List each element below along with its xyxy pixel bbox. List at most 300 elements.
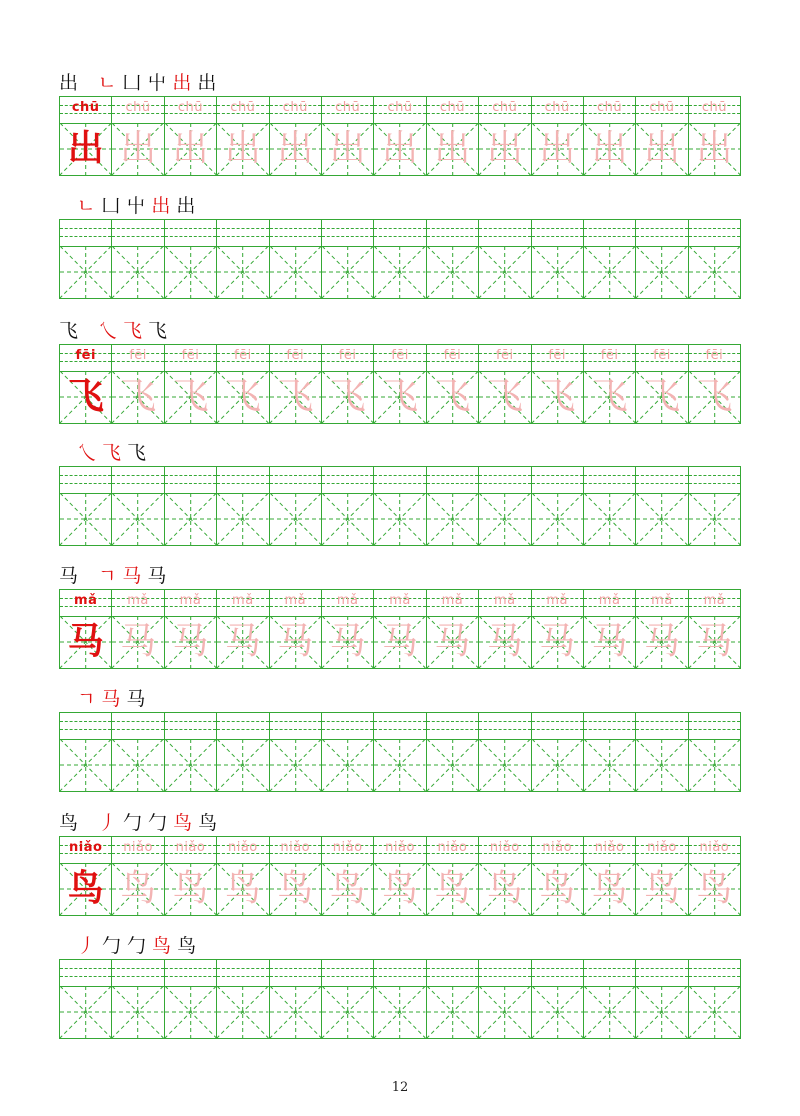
hanzi-trace: 马: [643, 621, 680, 662]
character-label: 马: [59, 565, 79, 587]
stroke-step: 乀: [77, 442, 97, 464]
pinyin-band: [584, 220, 635, 247]
pinyin-band: [479, 960, 530, 987]
guide-cross: [165, 246, 216, 298]
hanzi-trace: 出: [224, 128, 261, 169]
pinyin-trace: chū: [387, 100, 413, 115]
stroke-step: 出: [197, 72, 217, 94]
hanzi-trace: 马: [434, 621, 471, 662]
writing-cell[interactable]: [269, 467, 321, 545]
writing-cell[interactable]: [583, 960, 635, 1038]
guide-cross: [217, 986, 268, 1038]
stroke-step: 勹: [123, 812, 143, 834]
guide-cross: [112, 493, 163, 545]
practice-grid: [59, 219, 741, 299]
stroke-step: 勹: [127, 935, 147, 957]
writing-cell[interactable]: [269, 713, 321, 791]
pinyin-band: [217, 960, 268, 987]
writing-cell[interactable]: [164, 467, 216, 545]
pinyin-band: [165, 713, 216, 740]
practice-grid: [59, 712, 741, 792]
pinyin-trace: fēi: [129, 348, 147, 363]
guide-cross: [60, 493, 111, 545]
writing-cell[interactable]: [321, 713, 373, 791]
trace-cell: [111, 590, 163, 668]
trace-cell: [111, 837, 163, 915]
stroke-step: 飞: [123, 320, 143, 342]
pinyin-trace: fēi: [286, 348, 305, 363]
hanzi-trace: 鸟: [172, 868, 209, 909]
pinyin-trace: fēi: [181, 348, 200, 363]
pinyin-band: [427, 960, 478, 987]
hanzi-trace: 鸟: [329, 868, 366, 909]
writing-cell[interactable]: [688, 713, 740, 791]
stroke-step: 凵: [122, 72, 142, 94]
guide-cross: [479, 986, 530, 1038]
pinyin-trace: niǎo: [332, 840, 363, 855]
hanzi-model: 鸟: [67, 868, 104, 909]
guide-cross: [322, 493, 373, 545]
writing-cell[interactable]: [426, 713, 478, 791]
pinyin-band: [60, 713, 111, 740]
trace-cell: [216, 345, 268, 423]
hanzi-trace: 飞: [539, 376, 576, 417]
pinyin-band: [322, 960, 373, 987]
pinyin-band: [374, 713, 425, 740]
trace-cell: [426, 345, 478, 423]
stroke-step: 丿: [77, 935, 97, 957]
practice-grid: [59, 959, 741, 1039]
stroke-step: 出: [176, 195, 196, 217]
pinyin-trace: niǎo: [489, 840, 520, 855]
guide-cross: [165, 739, 216, 791]
hanzi-trace: 出: [539, 128, 576, 169]
pinyin-trace: mǎ: [441, 593, 464, 608]
trace-cell: [635, 345, 687, 423]
hanzi-trace: 马: [486, 621, 523, 662]
pinyin-band: [636, 220, 687, 247]
stroke-step: 马: [126, 688, 146, 710]
guide-cross: [689, 493, 740, 545]
pinyin-band: [217, 467, 268, 494]
stroke-step: 凵: [101, 195, 121, 217]
trace-cell: [111, 97, 163, 175]
hanzi-trace: 马: [382, 621, 419, 662]
hanzi-trace: 出: [329, 128, 366, 169]
writing-cell[interactable]: [164, 713, 216, 791]
pinyin-trace: niǎo: [385, 840, 415, 855]
stroke-order-row: [77, 686, 145, 710]
guide-cross: [112, 739, 163, 791]
hanzi-trace: 马: [277, 621, 314, 662]
trace-cell: [321, 345, 373, 423]
pinyin-trace: chū: [230, 100, 256, 115]
hanzi-model: 飞: [67, 376, 104, 417]
hanzi-trace: 鸟: [120, 868, 157, 909]
hanzi-trace: 飞: [643, 376, 680, 417]
trace-cell: [373, 345, 425, 423]
hanzi-trace: 飞: [382, 376, 419, 417]
pinyin-band: [217, 713, 268, 740]
hanzi-trace: 鸟: [591, 868, 628, 909]
pinyin-band: [636, 960, 687, 987]
pinyin-trace: chū: [335, 100, 361, 115]
hanzi-trace: 出: [591, 128, 628, 169]
pinyin-trace: fēi: [548, 348, 567, 363]
pinyin-band: [322, 467, 373, 494]
pinyin-band: [374, 220, 425, 247]
pinyin-band: [689, 467, 740, 494]
writing-cell[interactable]: [60, 713, 111, 791]
trace-cell: [164, 97, 216, 175]
trace-cell: [373, 97, 425, 175]
writing-cell[interactable]: [583, 713, 635, 791]
hanzi-trace: 飞: [277, 376, 314, 417]
guide-cross: [689, 739, 740, 791]
stroke-step: ㄱ: [77, 688, 96, 710]
pinyin-trace: mǎ: [284, 593, 307, 608]
guide-cross: [479, 246, 530, 298]
guide-cross: [60, 986, 111, 1038]
guide-cross: [374, 739, 425, 791]
pinyin-band: [112, 220, 163, 247]
stroke-step: 飞: [148, 320, 168, 342]
writing-cell[interactable]: [269, 220, 321, 298]
writing-cell[interactable]: [478, 713, 530, 791]
guide-cross: [427, 986, 478, 1038]
hanzi-trace: 马: [224, 621, 261, 662]
pinyin-band: [584, 960, 635, 987]
writing-cell[interactable]: [111, 713, 163, 791]
writing-cell[interactable]: [321, 960, 373, 1038]
writing-cell[interactable]: [426, 467, 478, 545]
writing-cell[interactable]: [373, 220, 425, 298]
hanzi-trace: 出: [120, 128, 157, 169]
pinyin-model: fēi: [75, 348, 96, 363]
writing-cell[interactable]: [111, 960, 163, 1038]
hanzi-trace: 马: [172, 621, 209, 662]
stroke-order-row: [59, 810, 217, 834]
guide-cross: [374, 986, 425, 1038]
trace-cell: [216, 590, 268, 668]
pinyin-trace: chū: [282, 100, 308, 115]
pinyin-trace: mǎ: [494, 593, 516, 608]
guide-cross: [532, 493, 583, 545]
trace-cell: [269, 345, 321, 423]
trace-cell: [321, 97, 373, 175]
trace-cell: [583, 97, 635, 175]
guide-cross: [217, 493, 268, 545]
hanzi-trace: 出: [172, 128, 209, 169]
guide-cross: [532, 246, 583, 298]
stroke-order-row: [77, 193, 195, 217]
writing-cell[interactable]: [269, 960, 321, 1038]
hanzi-trace: 马: [591, 621, 628, 662]
stroke-step: 鸟: [152, 935, 172, 957]
trace-cell: [164, 590, 216, 668]
writing-cell[interactable]: [111, 467, 163, 545]
hanzi-trace: 飞: [696, 376, 733, 417]
hanzi-trace: 鸟: [434, 868, 471, 909]
pinyin-band: [165, 960, 216, 987]
pinyin-trace: chū: [492, 100, 518, 115]
guide-cross: [584, 739, 635, 791]
pinyin-trace: fēi: [234, 348, 252, 363]
writing-cell[interactable]: [635, 467, 687, 545]
practice-grid: [59, 466, 741, 546]
writing-cell[interactable]: [531, 220, 583, 298]
trace-cell: [583, 590, 635, 668]
guide-cross: [270, 246, 321, 298]
writing-cell[interactable]: [216, 713, 268, 791]
pinyin-band: [636, 713, 687, 740]
writing-cell[interactable]: [60, 960, 111, 1038]
trace-cell: [531, 97, 583, 175]
tracing-grid: [59, 589, 741, 669]
writing-cell[interactable]: [531, 960, 583, 1038]
writing-cell[interactable]: [635, 960, 687, 1038]
character-label: 鸟: [59, 812, 79, 834]
writing-cell[interactable]: [531, 713, 583, 791]
pinyin-band: [270, 960, 321, 987]
writing-cell[interactable]: [426, 960, 478, 1038]
pinyin-band: [322, 713, 373, 740]
stroke-order-row: [59, 70, 216, 94]
guide-cross: [270, 739, 321, 791]
hanzi-trace: 飞: [486, 376, 523, 417]
guide-cross: [374, 246, 425, 298]
writing-cell[interactable]: [373, 713, 425, 791]
writing-cell[interactable]: [216, 467, 268, 545]
model-cell: [60, 590, 111, 668]
guide-cross: [427, 493, 478, 545]
trace-cell: [478, 97, 530, 175]
stroke-step: 乀: [98, 320, 118, 342]
trace-cell: [216, 97, 268, 175]
writing-cell[interactable]: [688, 960, 740, 1038]
pinyin-trace: fēi: [391, 348, 409, 363]
guide-cross: [165, 986, 216, 1038]
pinyin-band: [217, 220, 268, 247]
stroke-step: 鸟: [198, 812, 218, 834]
pinyin-band: [584, 467, 635, 494]
hanzi-trace: 鸟: [486, 868, 523, 909]
hanzi-trace: 出: [277, 128, 314, 169]
trace-cell: [478, 590, 530, 668]
guide-cross: [584, 246, 635, 298]
pinyin-trace: chū: [701, 100, 727, 115]
trace-cell: [373, 837, 425, 915]
pinyin-band: [427, 220, 478, 247]
hanzi-trace: 飞: [172, 376, 209, 417]
guide-cross: [270, 493, 321, 545]
writing-cell[interactable]: [216, 960, 268, 1038]
trace-cell: [583, 837, 635, 915]
writing-cell[interactable]: [164, 220, 216, 298]
guide-cross: [532, 739, 583, 791]
writing-cell[interactable]: [426, 220, 478, 298]
trace-cell: [478, 345, 530, 423]
pinyin-trace: mǎ: [598, 593, 621, 608]
guide-cross: [689, 986, 740, 1038]
writing-cell[interactable]: [321, 220, 373, 298]
writing-cell[interactable]: [373, 960, 425, 1038]
guide-cross: [322, 246, 373, 298]
guide-cross: [427, 246, 478, 298]
trace-cell: [426, 837, 478, 915]
hanzi-trace: 鸟: [539, 868, 576, 909]
writing-cell[interactable]: [478, 960, 530, 1038]
pinyin-trace: niǎo: [175, 840, 206, 855]
writing-cell[interactable]: [478, 220, 530, 298]
pinyin-band: [479, 467, 530, 494]
hanzi-trace: 出: [434, 128, 471, 169]
pinyin-trace: fēi: [443, 348, 462, 363]
writing-cell[interactable]: [164, 960, 216, 1038]
hanzi-trace: 出: [696, 128, 733, 169]
pinyin-band: [532, 467, 583, 494]
trace-cell: [531, 345, 583, 423]
pinyin-trace: niǎo: [542, 840, 573, 855]
hanzi-trace: 马: [539, 621, 576, 662]
writing-cell[interactable]: [216, 220, 268, 298]
guide-cross: [217, 739, 268, 791]
writing-cell[interactable]: [583, 467, 635, 545]
pinyin-band: [689, 960, 740, 987]
trace-cell: [373, 590, 425, 668]
pinyin-trace: fēi: [600, 348, 619, 363]
stroke-step: 马: [101, 688, 121, 710]
hanzi-trace: 飞: [591, 376, 628, 417]
hanzi-trace: 马: [329, 621, 366, 662]
writing-cell[interactable]: [635, 220, 687, 298]
guide-cross: [427, 739, 478, 791]
pinyin-band: [689, 220, 740, 247]
stroke-step: 屮: [126, 195, 146, 217]
hanzi-trace: 鸟: [382, 868, 419, 909]
writing-cell[interactable]: [111, 220, 163, 298]
hanzi-trace: 鸟: [643, 868, 680, 909]
writing-cell[interactable]: [60, 220, 111, 298]
guide-cross: [532, 986, 583, 1038]
pinyin-trace: niǎo: [647, 840, 677, 855]
writing-cell[interactable]: [688, 220, 740, 298]
guide-cross: [217, 246, 268, 298]
pinyin-model: chū: [71, 100, 100, 115]
stroke-step: 勹: [102, 935, 122, 957]
pinyin-band: [689, 713, 740, 740]
trace-cell: [688, 837, 740, 915]
pinyin-trace: chū: [649, 100, 675, 115]
pinyin-band: [270, 467, 321, 494]
writing-cell[interactable]: [60, 467, 111, 545]
pinyin-band: [60, 220, 111, 247]
stroke-order-row: [77, 933, 196, 957]
pinyin-band: [374, 960, 425, 987]
pinyin-trace: fēi: [338, 348, 357, 363]
tracing-grid: [59, 96, 741, 176]
pinyin-band: [60, 467, 111, 494]
writing-cell[interactable]: [583, 220, 635, 298]
pinyin-trace: fēi: [705, 348, 724, 363]
writing-cell[interactable]: [688, 467, 740, 545]
pinyin-trace: niǎo: [123, 840, 153, 855]
pinyin-trace: niǎo: [594, 840, 625, 855]
stroke-step: 鸟: [173, 812, 193, 834]
writing-cell[interactable]: [531, 467, 583, 545]
trace-cell: [164, 345, 216, 423]
pinyin-trace: niǎo: [227, 840, 258, 855]
pinyin-trace: fēi: [495, 348, 514, 363]
writing-cell[interactable]: [321, 467, 373, 545]
trace-cell: [531, 837, 583, 915]
pinyin-trace: niǎo: [699, 840, 730, 855]
hanzi-trace: 飞: [120, 376, 157, 417]
stroke-step: 马: [122, 565, 142, 587]
pinyin-model: niǎo: [68, 840, 103, 855]
stroke-step: ㄴ: [77, 195, 96, 217]
trace-cell: [531, 590, 583, 668]
guide-cross: [322, 739, 373, 791]
stroke-step: 鸟: [177, 935, 197, 957]
trace-cell: [635, 837, 687, 915]
pinyin-band: [532, 960, 583, 987]
pinyin-trace: niǎo: [437, 840, 468, 855]
pinyin-trace: mǎ: [179, 593, 202, 608]
pinyin-band: [60, 960, 111, 987]
pinyin-band: [270, 220, 321, 247]
stroke-step: 出: [172, 72, 192, 94]
pinyin-band: [322, 220, 373, 247]
stroke-step: 出: [151, 195, 171, 217]
guide-cross: [636, 493, 687, 545]
stroke-step: ㄱ: [98, 565, 117, 587]
stroke-step: 勹: [148, 812, 168, 834]
trace-cell: [426, 590, 478, 668]
guide-cross: [584, 986, 635, 1038]
trace-cell: [478, 837, 530, 915]
stroke-step: 飞: [102, 442, 122, 464]
hanzi-trace: 飞: [329, 376, 366, 417]
stroke-step: 飞: [127, 442, 147, 464]
trace-cell: [688, 590, 740, 668]
character-label: 飞: [59, 320, 79, 342]
trace-cell: [426, 97, 478, 175]
trace-cell: [583, 345, 635, 423]
writing-cell[interactable]: [635, 713, 687, 791]
writing-cell[interactable]: [373, 467, 425, 545]
guide-cross: [112, 986, 163, 1038]
guide-cross: [112, 246, 163, 298]
pinyin-trace: chū: [597, 100, 623, 115]
pinyin-band: [112, 960, 163, 987]
trace-cell: [321, 590, 373, 668]
trace-cell: [688, 345, 740, 423]
writing-cell[interactable]: [478, 467, 530, 545]
pinyin-trace: mǎ: [232, 593, 254, 608]
pinyin-model: mǎ: [74, 593, 98, 608]
hanzi-trace: 飞: [224, 376, 261, 417]
hanzi-trace: 鸟: [696, 868, 733, 909]
pinyin-trace: mǎ: [546, 593, 569, 608]
pinyin-trace: mǎ: [703, 593, 726, 608]
guide-cross: [479, 493, 530, 545]
guide-cross: [322, 986, 373, 1038]
pinyin-trace: chū: [544, 100, 570, 115]
stroke-order-row: [77, 440, 146, 464]
pinyin-trace: chū: [439, 100, 465, 115]
guide-cross: [60, 246, 111, 298]
